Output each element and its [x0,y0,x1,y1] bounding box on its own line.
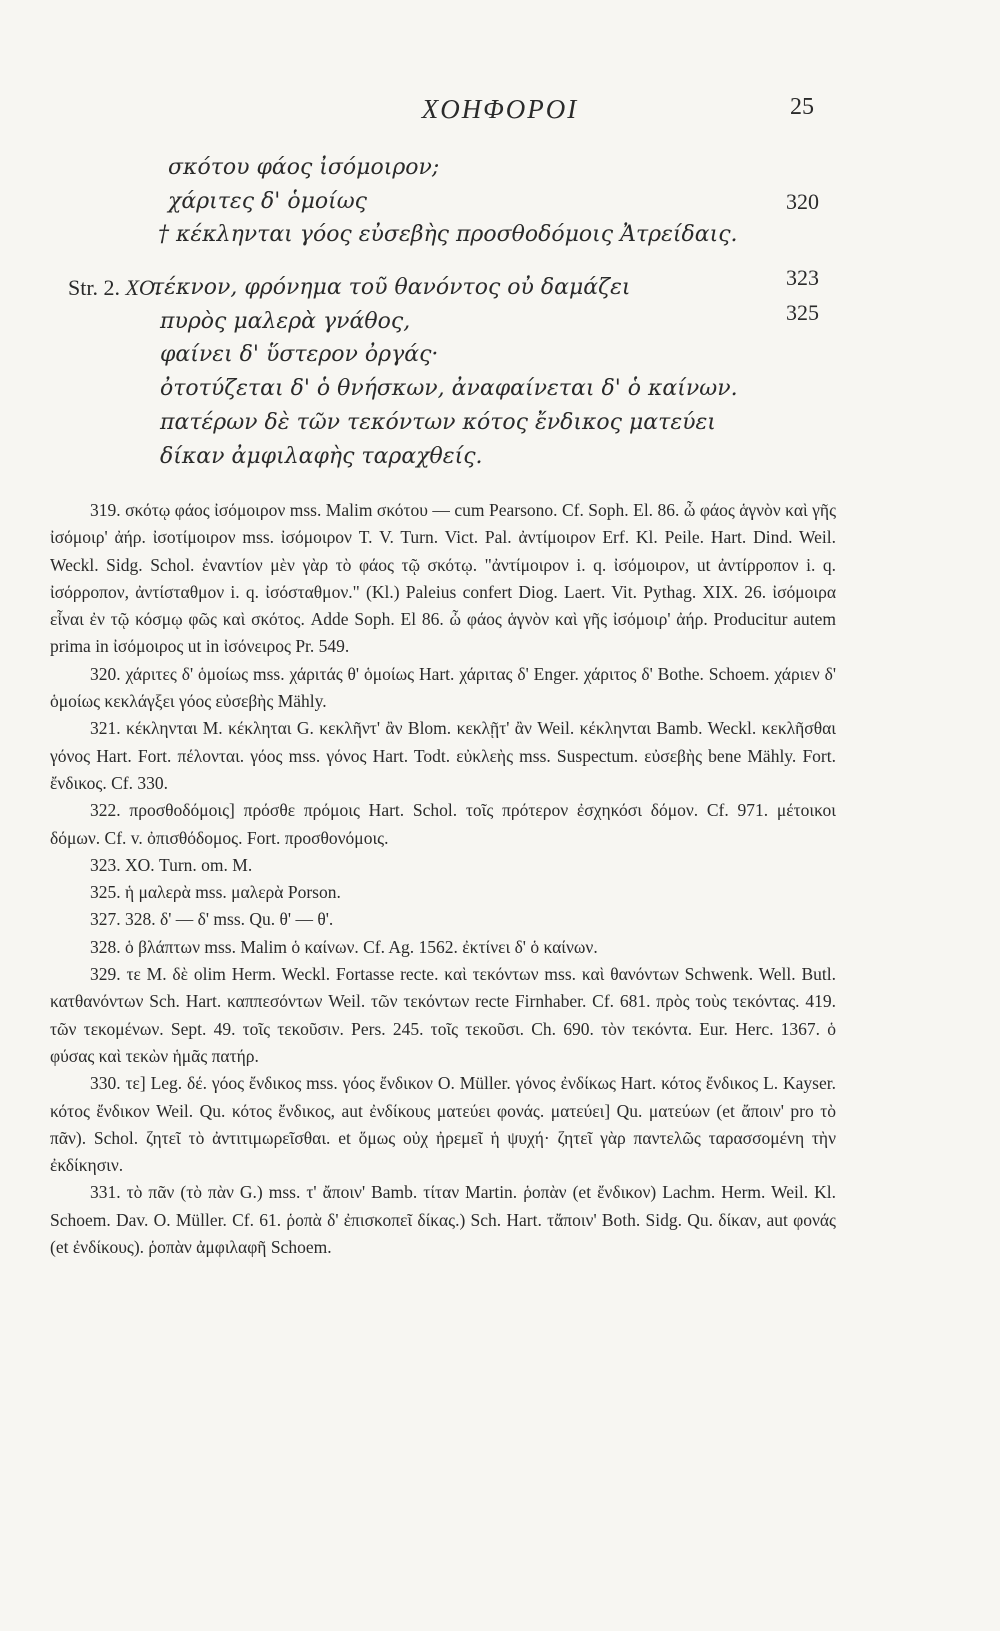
apparatus-note: 322. προσθοδόμοις] πρόσθε πρόμοις Hart. Schol. τοῖς πρότερον ἐσχηκόσι δόμον. Cf. 971. μέτοικοι δόμων. Cf. v. ὀπισθόδομος. Fort. προσθονόμοις. [50,800,836,848]
apparatus-note: 331. τὸ πᾶν (τὸ πὰν G.) mss. τ' ἄποιν' Bamb. τίταν Martin. ῥοπὰν (et ἔνδικον) Lachm. Herm. Weil. Kl. Schoem. Dav. O. Müller. Cf. 61. ῥοπὰ δ' ἐπισκοπεῖ δίκας.) Sch. Hart. τἄποιν' Both. Sidg. Qu. δίκαν, aut φονάς (et ἐνδίκους). ῥοπὰν ἀμφιλαφῆ Schoem. [50,1182,836,1258]
verse-line: ὀτοτύζεται δ' ὁ θνήσκων, ἀναφαίνεται δ' ὁ καίνων. [160,376,738,401]
verse-line: φαίνει δ' ὕστερον ὀργάς· [160,342,439,367]
verse-line: χάριτες δ' ὁμοίως [168,189,367,214]
speaker-label: ΧΟ. [125,275,161,300]
apparatus-note: 320. χάριτες δ' ὁμοίως mss. χάριτάς θ' ὁμοίως Hart. χάριτας δ' Enger. χάριτος δ' Bothe. Schoem. χάριεν δ' ὁμοίως κεκλάγξει γόος εὐσεβὴς Mähly. [50,663,836,712]
apparatus-note: 323. ΧΟ. Turn. om. M. [90,854,253,875]
verse-line: σκότου φάος ἰσόμοιρον; [168,155,440,180]
apparatus-note: 330. τε] Leg. δέ. γόος ἔνδικος mss. γόος ἔνδικον O. Müller. γόνος ἐνδίκως Hart. κότος ἔνδικος L. Kayser. κότος ἔνδικον Weil. Qu. κότος ἔνδικος, aut ἐνδίκους ματεύει φονάς. ματεύει] Qu. ματεύων (et ἄποιν' pro τὸ πᾶν). Schol. ζητεῖ τὸ ἀντιτιμωρεῖσθαι. et ὅμως οὐχ ἠρεμεῖ ἡ ψυχή· ζητεῖ γὰρ παντελῶς ταρασσομένη τὴν ἐκδίκησιν. [50,1073,836,1176]
critical-apparatus [50,497,836,1261]
line-number: 325 [786,300,819,325]
apparatus-note: 327. 328. δ' — δ' mss. Qu. θ' — θ'. [90,909,334,930]
verse-line: πυρὸς μαλερὰ γνάθος, [160,309,411,334]
apparatus-note: 325. ἡ μαλερὰ mss. μαλερὰ Porson. [90,882,341,903]
line-number: 320 [786,189,819,214]
strophe-label [68,275,160,301]
apparatus-note: 328. ὁ βλάπτων mss. Malim ὁ καίνων. Cf. Ag. 1562. ἐκτίνει δ' ὁ καίνων. [90,936,598,957]
verse-line: πατέρων δὲ τῶν τεκόντων κότος ἔνδικος ματεύει [160,410,716,435]
running-title: ΧΟΗΦΟΡΟΙ [421,94,579,124]
verse-line: δίκαν ἀμφιλαφὴς ταραχθείς. [160,444,483,469]
verse-line: τέκνον, φρόνημα τοῦ θανόντος οὐ δαμάζει [152,275,631,300]
strophe-marker: Str. 2. [68,275,120,300]
apparatus-note: 319. σκότῳ φάος ἰσόμοιρον mss. Malim σκότου — cum Pearsono. Cf. Soph. El. 86. ὦ φάος ἁγνὸν καὶ γῆς ἰσόμοιρ' ἀήρ. ἰσοτίμοιρον mss. ἰσόμοιρον T. V. Turn. Vict. Pal. ἀντίμοιρον Erf. Kl. Peile. Hart. Dind. Weil. Weckl. Sidg. Schol. ἐναντίον μὲν γὰρ τὸ φάος τῷ σκότῳ. "ἀντίμοιρον i. q. ἰσόμοιρον, ut ἀντίρροπον i. q. ἰσόρροπον, ἀντίσταθμον i. q. ἰσόσταθμον." (Kl.) Paleius confert Diog. Laert. Vit. Pythag. XIX. 26. ἰσόμοιρα εἶναι ἐν τῷ κόσμῳ φῶς καὶ σκότος. Adde Soph. El 86. ὦ φάος ἁγνὸν καὶ γῆς ἰσόμοιρ' ἀήρ. Producitur autem prima in ἰσόμοιρος ut in ἰσόνειρος Pr. 549. [50,500,836,657]
apparatus-note: 329. τε M. δὲ olim Herm. Weckl. Fortasse recte. καὶ τεκόντων mss. καὶ θανόντων Schwenk. Well. Butl. κατθανόντων Sch. Hart. καππεσόντων Weil. τῶν τεκόντων recte Firnhaber. Cf. 681. πρὸς τοὺς τεκόντας. 419. τῶν τεκομένων. Sept. 49. τοῖς τεκοῦσιν. Pers. 245. τοῖς τεκοῦσι. Ch. 690. τὸν τεκόντα. Eur. Herc. 1367. ὁ φύσας καὶ τεκὼν ἡμᾶς πατήρ. [50,964,836,1066]
page-number: 25 [790,94,814,120]
line-number: 323 [786,265,819,290]
apparatus-note: 321. κέκληνται M. κέκληται G. κεκλῆντ' ἂν Blom. κεκλῇτ' ἂν Weil. κέκληνται Bamb. Weckl. κεκλῆσθαι γόνος Hart. Fort. πέλονται. γόος mss. γόνος Hart. Todt. εὐκλεὴς mss. Suspectum. εὐσεβὴς bene Mähly. Fort. ἔνδικος. Cf. 330. [50,718,836,793]
verse-line: † κέκληνται γόος εὐσεβὴς προσθοδόμοις Ἀτρείδαις. [158,222,738,247]
